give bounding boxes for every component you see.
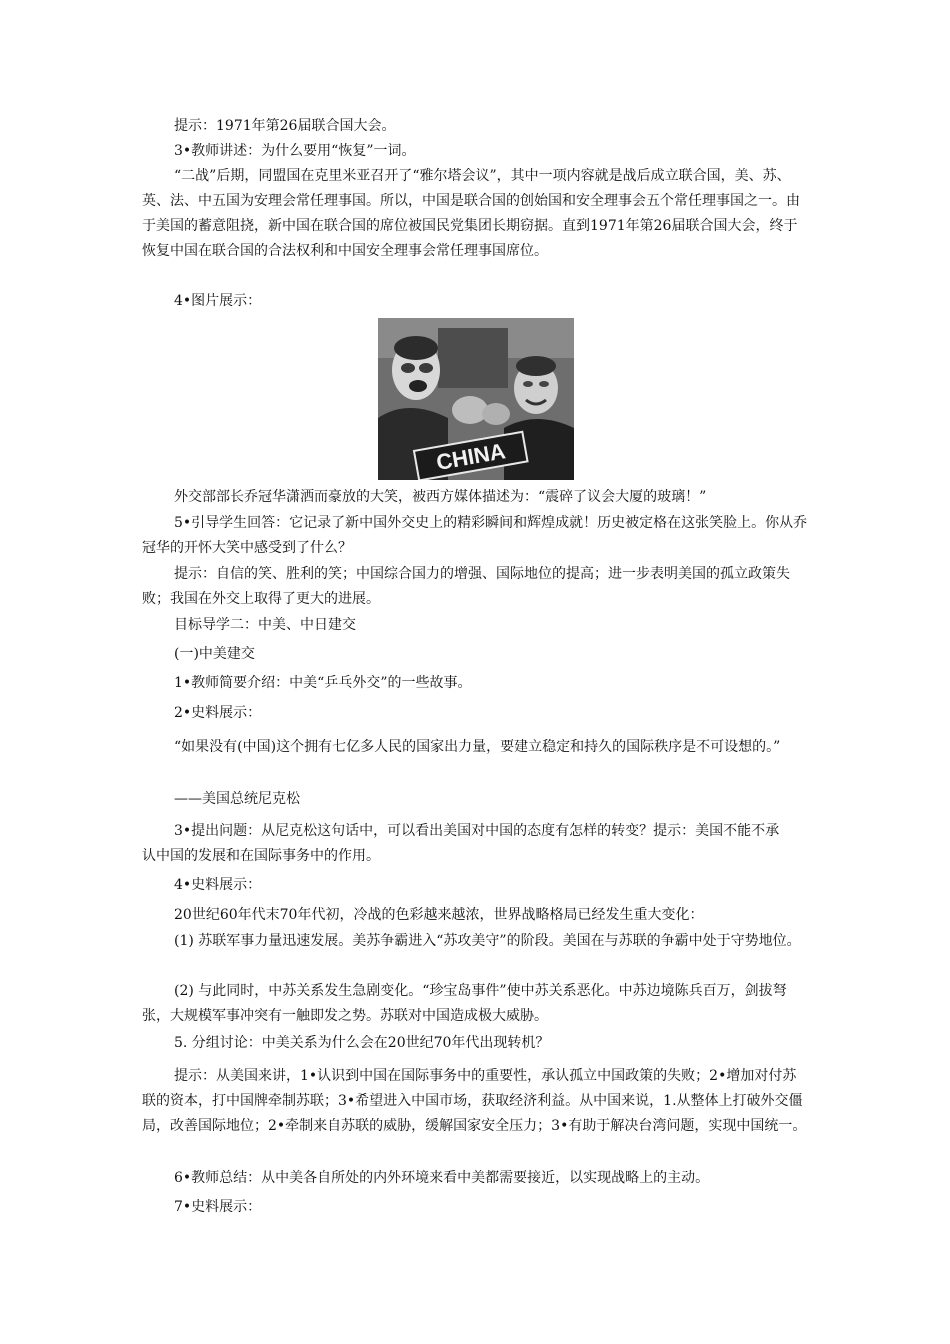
- paragraph-step-4-picture: 4•图片展示：: [174, 293, 262, 309]
- paragraph-hint-2: 提示：自信的笑、胜利的笑；中国综合国力的增强、国际地位的提高；进一步表明美国的孤立政策失败；我国在外交上取得了更大的进展。: [142, 566, 790, 607]
- paragraph-group-discussion: 5. 分组讨论：中美关系为什么会在20世纪70年代出现转机？: [174, 1035, 550, 1051]
- subsection-heading-sino-us: (一)中美建交: [174, 646, 255, 662]
- paragraph-step-3: 3•教师讲述：为什么要用“恢复”一词。: [174, 143, 416, 159]
- paragraph-step-5: 5•引导学生回答：它记录了新中国外交史上的精彩瞬间和辉煌成就！历史被定格在这张笑脸上。你从乔冠华的开怀大笑中感受到了什么？: [142, 515, 808, 556]
- paragraph-teacher-summary: 6•教师总结：从中美各自所处的内外环境来看中美都需要接近，以实现战略上的主动。: [174, 1170, 710, 1186]
- section-heading-goal-2: 目标导学二：中美、中日建交: [174, 617, 356, 633]
- quote-nixon: “如果没有(中国)这个拥有七亿多人民的国家出力量，要建立稳定和持久的国际秩序是不可设想的。”: [174, 739, 781, 755]
- paragraph-photo-caption: 外交部部长乔冠华潇洒而豪放的大笑，被西方媒体描述为：“震碎了议会大厦的玻璃！”: [174, 489, 707, 505]
- china-sign-text: CHINA: [434, 438, 508, 475]
- paragraph-cold-war: 20世纪60年代末70年代初，冷战的色彩越来越浓，世界战略格局已经发生重大变化：: [174, 907, 704, 923]
- paragraph-yalta: “二战”后期，同盟国在克里米亚召开了“雅尔塔会议”，其中一项内容就是战后成立联合国，美、苏、英、法、中五国为安理会常任理事国。所以，中国是联合国的创始国和安全理事会五个常任理事国之一。由于美国的蓄意阻挠，新中国在联合国的席位被国民党集团长期窃据。直到1971年第26届联合国大会，终于恢复中国在联合国的合法权利和中国安全理事会常任理事国席位。: [142, 168, 800, 259]
- photo-illustration: [378, 318, 574, 480]
- paragraph-source-display-3: 7•史料展示：: [174, 1199, 262, 1215]
- paragraph-hint-1: 提示：1971年第26届联合国大会。: [174, 118, 396, 134]
- paragraph-source-display-2: 4•史料展示：: [174, 877, 262, 893]
- paragraph-source-display-1: 2•史料展示：: [174, 705, 262, 721]
- paragraph-hint-3: 提示：从美国来讲，1•认识到中国在国际事务中的重要性，承认孤立中国政策的失败；2•增加对付苏联的资本，打中国牌牵制苏联；3•希望进入中国市场，获取经济利益。从中国来说，1.从整体上打破外交僵局，改善国际地位；2•牵制来自苏联的威胁，缓解国家安全压力；3•有助于解决台湾问题，实现中国统一。: [142, 1068, 807, 1134]
- paragraph-ping-pong: 1•教师简要介绍：中美“乒乓外交”的一些故事。: [174, 675, 472, 691]
- paragraph-question-3: 3•提出问题：从尼克松这句话中，可以看出美国对中国的态度有怎样的转变？提示：美国不能不承认中国的发展和在国际事务中的作用。: [142, 823, 780, 864]
- paragraph-point-1: (1) 苏联军事力量迅速发展。美苏争霸进入“苏攻美守”的阶段。美国在与苏联的争霸中处于守势地位。: [174, 933, 801, 949]
- paragraph-point-2: (2) 与此同时，中苏关系发生急剧变化。“珍宝岛事件”使中苏关系恶化。中苏边境陈兵百万，剑拔弩张，大规模军事冲突有一触即发之势。苏联对中国造成极大威胁。: [142, 983, 787, 1024]
- historical-photo: [378, 318, 574, 480]
- quote-attribution: ——美国总统尼克松: [174, 791, 300, 807]
